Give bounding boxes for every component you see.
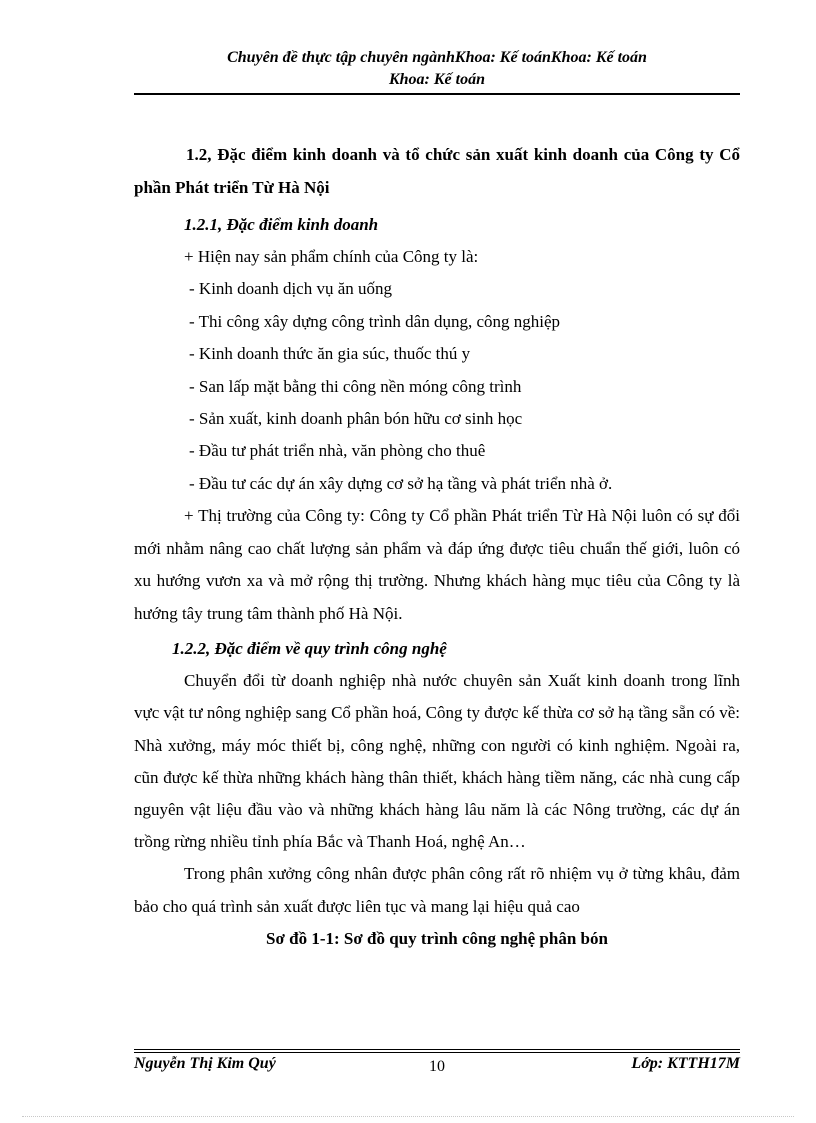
product-item: - Kinh doanh thức ăn gia súc, thuốc thú y (189, 344, 471, 364)
technology-paragraph-2: Trong phân xưởng công nhân được phân công rất rõ nhiệm vụ ở từng khâu, đảm bảo cho quá trình sản xuất được liên tục và mang lại hiệu quả cao (134, 864, 740, 916)
page-header (134, 47, 740, 95)
products-intro: + Hiện nay sản phẩm chính của Công ty là: (184, 247, 479, 266)
product-item: - Thi công xây dựng công trình dân dụng, công nghiệp (189, 311, 561, 331)
page-edge-divider (22, 1116, 794, 1117)
page-number: 10 (429, 1058, 445, 1075)
product-item: - Kinh doanh dịch vụ ăn uống (189, 279, 393, 299)
footer-class: Lớp: KTTH17M (631, 1055, 740, 1072)
market-paragraph: + Thị trường của Công ty: Công ty Cổ phần Phát triển Từ Hà Nội luôn có sự đổi mới nhằm nâng cao chất lượng sản phẩm và đáp ứng được tiêu chuẩn thế giới, luôn có xu hướng vươn xa và mở rộng thị trường. Nhưng khách hàng mục tiêu của Công ty là hướng tây trung tâm thành phố Hà Nội. (134, 506, 740, 623)
page-footer (134, 1055, 740, 1079)
subsection-heading-1-2-2: 1.2.2, Đặc điểm về quy trình công nghệ (172, 639, 447, 659)
footer-rule-bottom (134, 1052, 740, 1053)
header-line-1: Chuyên đề thực tập chuyên ngànhKhoa: Kế toánKhoa: Kế toán (227, 49, 647, 66)
footer-author: Nguyễn Thị Kim Quý (134, 1055, 276, 1072)
section-heading: 1.2, Đặc điểm kinh doanh và tổ chức sản xuất kinh doanh của Công ty Cổ phần Phát triển Từ Hà Nội (134, 145, 740, 197)
product-item: - Sản xuất, kinh doanh phân bón hữu cơ sinh học (189, 409, 523, 429)
product-item: - Đầu tư các dự án xây dựng cơ sở hạ tầng và phát triển nhà ở. (189, 473, 613, 493)
page-body (134, 138, 740, 955)
technology-paragraph-1: Chuyển đổi từ doanh nghiệp nhà nước chuyên sản Xuất kinh doanh trong lĩnh vực vật tư nông nghiệp sang Cổ phần hoá, Công ty được kế thừa cơ sở hạ tầng sẵn có về: Nhà xưởng, máy móc thiết bị, công nghệ, những con người có kinh nghiệm. Ngoài ra, cũn được kế thừa những khách hàng thân thiết, khách hàng tiềm năng, các nhà cung cấp nguyên vật liệu đầu vào và những khách hàng lâu năm là các Nông trường, các dự án trồng rừng nhiều tỉnh phía Bắc và Thanh Hoá, nghệ An… (134, 671, 740, 852)
header-line-2: Khoa: Kế toán (388, 71, 485, 88)
subsection-heading-1-2-1: 1.2.1, Đặc điểm kinh doanh (184, 215, 379, 234)
product-item: - Đầu tư phát triển nhà, văn phòng cho thuê (189, 441, 486, 461)
diagram-title: Sơ đồ 1-1: Sơ đồ quy trình công nghệ phân bón (266, 928, 608, 948)
footer-rule-top (134, 1049, 740, 1050)
product-item: - San lấp mặt bằng thi công nền móng công trình (189, 376, 522, 396)
